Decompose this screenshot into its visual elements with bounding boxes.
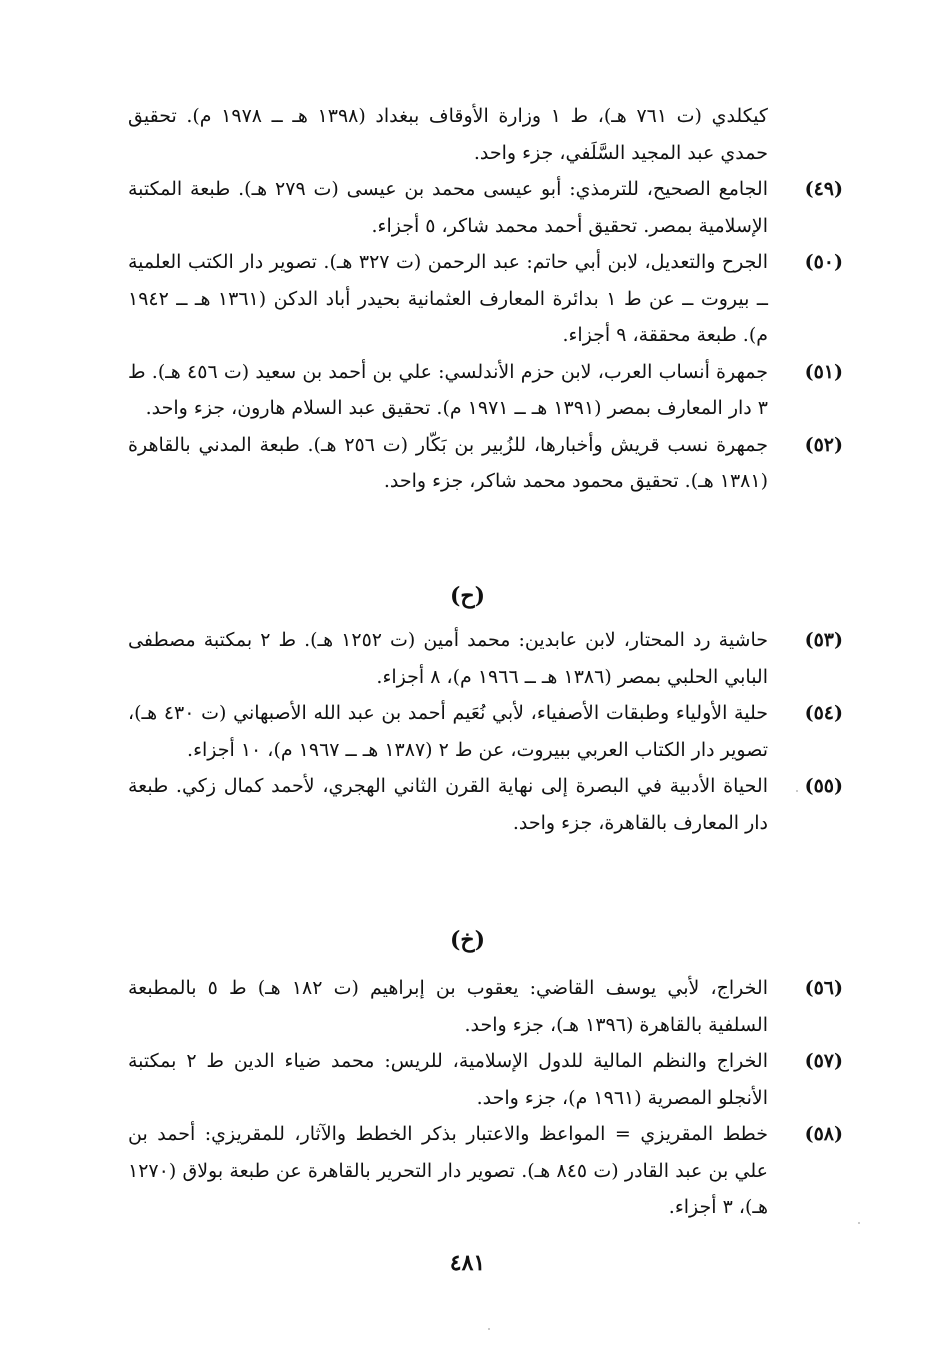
scan-speck (796, 790, 798, 792)
entry-number: (٥٢) (804, 433, 843, 456)
bibliography-block-2 (128, 622, 843, 841)
bibliography-entry-50 (128, 244, 843, 354)
bibliography-block-3 (128, 970, 843, 1226)
scan-speck (858, 1222, 860, 1224)
entry-number: (٥٦) (804, 977, 843, 999)
bibliography-block-1 (128, 98, 843, 500)
entry-text: الخراج والنظم المالية للدول الإسلامية، للريس: محمد ضياء الدين ط ٢ بمكتبة الأنجلو المصرية (١٩٦١ م)، جزء واحد. (128, 1050, 768, 1109)
section-heading-kha: (خ) (449, 927, 486, 953)
entry-number: (٥٧) (804, 1050, 843, 1072)
bibliography-entry-49 (128, 171, 843, 244)
entry-number: (٥٨) (804, 1123, 843, 1145)
entry-number: (٥١) (804, 360, 843, 383)
bibliography-entry-58 (128, 1116, 843, 1226)
bibliography-entry-54 (128, 695, 843, 768)
bibliography-entry-57 (128, 1043, 843, 1116)
entry-number: (٥٥) (804, 775, 843, 797)
bibliography-entry-56 (128, 970, 843, 1043)
bibliography-entry-53 (128, 622, 843, 695)
continuation-entry (128, 98, 768, 171)
bibliography-entry-55 (128, 768, 843, 841)
entry-text: خطط المقريزي = المواعظ والاعتبار بذكر الخطط والآثار، للمقريزي: أحمد بن علي بن عبد القادر (ت ٨٤٥ هـ). تصوير دار التحرير بالقاهرة عن طبعة بولاق (١٢٧٠ هـ)، ٣ أجزاء. (128, 1123, 768, 1218)
entry-number: (٥٣) (804, 629, 843, 651)
entry-text: الجرح والتعديل، لابن أبي حاتم: عبد الرحمن (ت ٣٢٧ هـ). تصوير دار الكتب العلمية ــ بيروت ــ عن ط ١ بدائرة المعارف العثمانية بحيدر أباد الدكن (١٣٦١ هـ ــ ١٩٤٢ م). طبعة محققة، ٩ أجزاء. (128, 251, 768, 346)
bibliography-entry-51 (128, 354, 843, 427)
page-number: ٤٨١ (449, 1250, 486, 1276)
entry-text: جمهرة نسب قريش وأخبارها، للزُبير بن بَكّار (ت ٢٥٦ هـ). طبعة المدني بالقاهرة (١٣٨١ هـ). تحقيق محمود محمد شاكر، جزء واحد. (128, 433, 768, 492)
scan-speck (488, 1328, 490, 1330)
entry-text: الحياة الأدبية في البصرة إلى نهاية القرن الثاني الهجري، لأحمد كمال زكي. طبعة دار المعارف بالقاهرة، جزء واحد. (128, 775, 768, 834)
entry-number: (٥٤) (804, 702, 843, 724)
bibliography-entry-52 (128, 427, 843, 500)
section-heading-ha: (ح) (449, 583, 486, 609)
entry-text: حاشية رد المحتار، لابن عابدين: محمد أمين (ت ١٢٥٢ هـ). ط ٢ بمكتبة مصطفى البابي الحلبي بمصر (١٣٨٦ هـ ــ ١٩٦٦ م)، ٨ أجزاء. (128, 629, 769, 688)
entry-text: حلية الأولياء وطبقات الأصفياء، لأبي نُعَيم أحمد بن عبد الله الأصبهاني (ت ٤٣٠ هـ)، تصوير دار الكتاب العربي ببيروت، عن ط ٢ (١٣٨٧ هـ ــ ١٩٦٧ م)، ١٠ أجزاء. (128, 702, 768, 761)
entry-number: (٤٩) (804, 178, 843, 200)
entry-text: جمهرة أنساب العرب، لابن حزم الأندلسي: علي بن أحمد بن سعيد (ت ٤٥٦ هـ). ط ٣ دار المعارف بمصر (١٣٩١ هـ ــ ١٩٧١ م). تحقيق عبد السلام هارون، جزء واحد. (128, 360, 768, 419)
entry-text: كيكلدي (ت ٧٦١ هـ)، ط ١ وزارة الأوقاف ببغداد (١٣٩٨ هـ ــ ١٩٧٨ م). تحقيق حمدي عبد المجيد السَّلَفي، جزء واحد. (128, 105, 768, 164)
entry-text: الجامع الصحيح، للترمذي: أبو عيسى محمد بن عيسى (ت ٢٧٩ هـ). طبعة المكتبة الإسلامية بمصر. تحقيق أحمد محمد شاكر، ٥ أجزاء. (128, 178, 768, 237)
entry-number: (٥٠) (804, 251, 843, 273)
entry-text: الخراج، لأبي يوسف القاضي: يعقوب بن إبراهيم (ت ١٨٢ هـ) ط ٥ بالمطبعة السلفية بالقاهرة (١٣٩٦ هـ)، جزء واحد. (128, 977, 768, 1036)
